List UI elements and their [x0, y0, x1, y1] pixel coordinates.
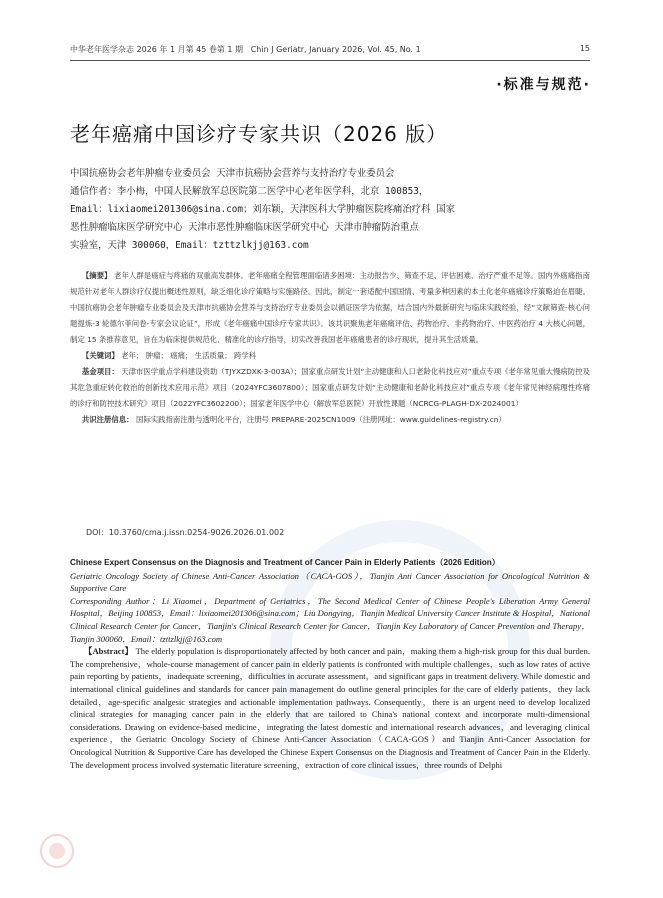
- fund-paragraph: [70, 364, 590, 412]
- author-line: 中国抗癌协会老年肿瘤专业委员会 天津市抗癌协会营养与支持治疗专业委员会: [70, 168, 395, 179]
- fund-text: 天津市医学重点学科建设资助（TJYXZDXK-3-003A）；国家重点研发计划“主动健康和人口老龄化科技应对”重点专项《老年常见重大慢病防控及其危急重症转化救治的创新技术应用示范》项目（2024YFC3607800）；国家重点研发计划“主动健康和老龄化科技应对”重点专项《老年常见神经病理性疼痛的诊疗和防控技术研究》项目（2022YFC3602200）；国家老年医学中心（解放军总医院）开放性课题（NCRCG-PLAGH-DX-2024001）: [70, 367, 590, 408]
- keywords-paragraph: [70, 348, 590, 364]
- english-title: Chinese Expert Consensus on the Diagnosis and Treatment of Cancer Pain in Elderly Patients（2026 Edition）: [70, 558, 500, 567]
- english-abstract: [70, 557, 590, 771]
- page-number: 15: [579, 44, 590, 53]
- english-orgs: Geriatric Oncology Society of Chinese Anti-Cancer Association（CACA-GOS），Tianjin Anti Cancer Association for Oncological Nutrition & Supportive Care: [70, 570, 590, 594]
- english-abstract-label: 【Abstract】: [83, 646, 134, 657]
- header-rule: [70, 60, 590, 61]
- journal-cn: 中华老年医学杂志 2026 年 1 月第 45 卷第 1 期: [70, 45, 244, 54]
- english-corresponding: Corresponding Author：Li Xiaomei，Department of Geriatrics，The Second Medical Center of Chinese People's Liberation Army General Hospital，Beijing 100853，Email：lixiaomei201306@sina.com；Liu Dongying，Tianjin Medical University Cancer Institute & Hospital，National Clinical Research Center for Cancer，Tianjin's Clinical Research Center for Cancer，Tianjin Key Laboratory of Cancer Prevention and Therapy，Tianjin 300060，Email：tzttzlkjj@163.com: [70, 595, 590, 644]
- keywords-label: 【关键词】: [81, 351, 119, 360]
- abstract-text: 老年人群是癌症与疼痛的双重高发群体。老年癌痛全程管理面临诸多困境：主动报告少、筛查不足、评估困难、治疗严重不足等。国内外癌痛指南规范针对老年人群诊疗仅提出概述性原则，缺乏细化诊疗策略与实施路径。因此，制定一套适配中国国情、考量多种因素的本土化老年癌痛诊疗策略迫在眉睫。中国抗癌协会老年肿瘤专业委员会及天津市抗癌协会营养与支持治疗专业委员会以循证医学为依据，结合国内外最新研究与临床实践经验，经“文献筛查-核心问题提炼-3 轮德尔菲问卷-专家会议论证”，形成《老年癌痛中国诊疗专家共识》。该共识聚焦老年癌痛评估、药物治疗、非药物治疗、中医药治疗 4 大核心问题，制定 15 条推荐意见，旨在为临床提供规范化、精准化的诊疗指导，切实改善我国老年癌痛患者的诊疗现状，提升其生活质量。: [70, 271, 590, 344]
- article-title: 老年癌痛中国诊疗专家共识（2026 版）: [70, 122, 448, 146]
- author-line: 通信作者：李小梅，中国人民解放军总医院第二医学中心老年医学科，北京 100853，: [70, 186, 429, 197]
- registry-text: 国际实践指南注册与透明化平台，注册号 PREPARE-2025CN1009（注册网址：www.guidelines-registry.cn）: [135, 415, 506, 424]
- journal-info: [70, 44, 421, 55]
- doi: DOI：10.3760/cma.j.issn.0254-9026.2026.01.002: [86, 528, 285, 537]
- keywords-text: 老年； 肿瘤； 癌痛； 生活质量； 跨学科: [121, 351, 257, 360]
- author-line: 实验室，天津 300060，Email：tzttzlkjj@163.com: [70, 240, 309, 251]
- abstract-paragraph: [70, 268, 590, 348]
- author-line: Email：lixiaomei201306@sina.com；刘东颖，天津医科大学肿瘤医院疼痛治疗科 国家: [70, 204, 455, 215]
- section-tag: ·标准与规范·: [496, 77, 591, 93]
- registry-label: 共识注册信息：: [81, 415, 134, 424]
- journal-en: Chin J Geriatr, January 2026, Vol. 45, No. 1: [250, 45, 421, 54]
- publisher-logo-icon: [40, 834, 74, 868]
- english-abstract-paragraph: [70, 645, 590, 771]
- registry-paragraph: [70, 412, 590, 428]
- chinese-abstract: [70, 268, 590, 428]
- english-abstract-text: The elderly population is disproportionately affected by both cancer and pain，making them a high-risk group for this dual burden. The comprehensive，whole-course management of cancer pain in elderly patients is confronted with multiple challenges，such as low rates of active pain reporting by patients，inadequate screening，difficulties in accurate assessment，and significant gaps in treatment delivery. While domestic and international clinical guidelines and standards for cancer pain management do outline general principles for the care of elderly patients，they lack detailed，age-specific analgesic strategies and actionable implementation pathways. Consequently，there is an urgent need to develop localized clinical strategies for managing cancer pain in the elderly that are tailored to China's national context and incorporate multi-dimensional considerations. Drawing on evidence-based medicine，integrating the latest domestic and international research advances，and leveraging clinical experience，the Geriatric Oncology Society of Chinese Anti-Cancer Association（CACA-GOS）and Tianjin Anti-Cancer Association for Oncological Nutrition & Supportive Care has developed the Chinese Expert Consensus on the Diagnosis and Treatment of Cancer Pain in the Elderly. The development process involved systematic literature screening，extraction of core clinical issues，three rounds of Delphi: [70, 646, 591, 770]
- running-header: [70, 44, 590, 55]
- author-block: [70, 165, 590, 255]
- abstract-label: 【摘要】: [81, 271, 112, 280]
- author-line: 恶性肿瘤临床医学研究中心 天津市恶性肿瘤临床医学研究中心 天津市肿瘤防治重点: [70, 222, 419, 233]
- fund-label: 基金项目：: [81, 367, 119, 376]
